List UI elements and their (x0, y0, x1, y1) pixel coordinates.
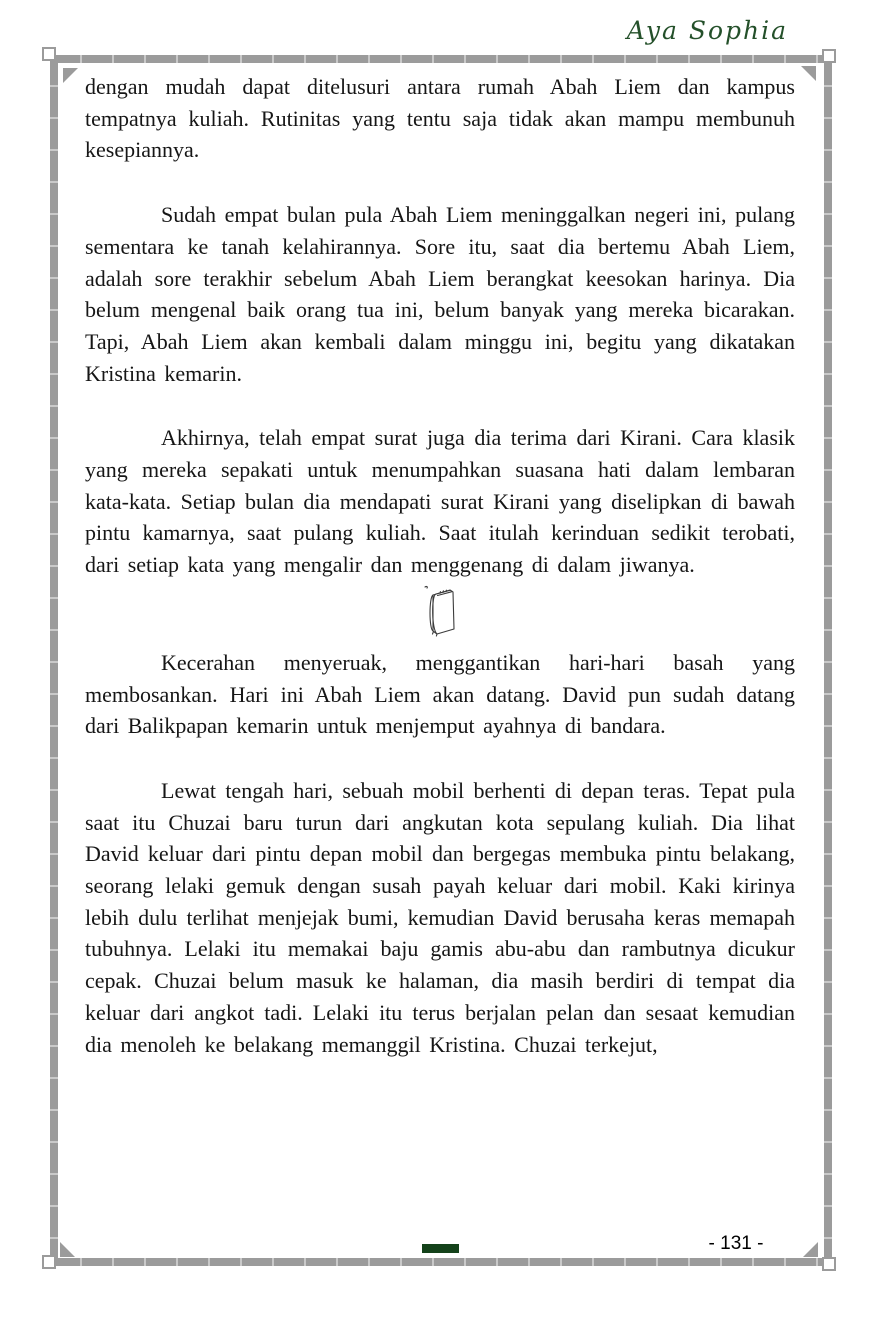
border-triangle-top-right (801, 66, 816, 81)
closed-book-ornament-icon (85, 585, 795, 637)
border-corner-square-bottom-right (822, 1257, 836, 1271)
border-corner-square-bottom-left (42, 1255, 56, 1269)
border-triangle-bottom-left (60, 1242, 75, 1257)
border-corner-square-top-left (42, 47, 56, 61)
page-border-bottom (50, 1258, 832, 1266)
paragraph-1: dengan mudah dapat ditelusuri antara rumah Abah Liem dan kampus tempatnya kuliah. Rutinitas yang tentu saja tidak akan mampu membunuh kesepiannya. (85, 74, 795, 163)
page-number: - 131 - (708, 1233, 764, 1254)
running-header (627, 16, 788, 45)
footer-rule (422, 1244, 459, 1253)
paragraph-3: Akhirnya, telah empat surat juga dia terima dari Kirani. Cara klasik yang mereka sepakati untuk menumpahkan suasana hati dalam lembaran kata-kata. Setiap bulan dia mendapati surat Kirani yang diselipkan di bawah pintu kamarnya, saat pulang kuliah. Saat itulah kerinduan sedikit terobati, dari setiap kata yang mengalir dan menggenang di dalam jiwanya. (85, 425, 795, 578)
header-title: Aya Sophia (626, 16, 788, 45)
border-corner-square-top-right (822, 49, 836, 63)
page-border-left (50, 55, 58, 1266)
paragraph-5: Lewat tengah hari, sebuah mobil berhenti di depan teras. Tepat pula saat itu Chuzai baru turun dari angkutan kota sepulang kuliah. Dia lihat David keluar dari pintu depan mobil dan bergegas membuka pintu belakang, seorang lelaki gemuk dengan susah payah keluar dari mobil. Kaki kirinya lebih dulu terlihat menjejak bumi, kemudian David berusaha keras memapah tubuhnya. Lelaki itu memakai baju gamis abu-abu dan rambutnya dicukur cepak. Chuzai belum masuk ke halaman, dia masih berdiri di tempat dia keluar dari angkot tadi. Lelaki itu terus berjalan pelan dan sesaat kemudian dia menoleh ke belakang memanggil Kristina. Chuzai terkejut, (85, 777, 795, 1057)
paragraph-4: Kecerahan menyeruak, menggantikan hari-hari basah yang membosankan. Hari ini Abah Liem akan datang. David pun sudah datang dari Balikpapan kemarin untuk menjemput ayahnya di bandara. (85, 649, 795, 739)
page-border-right (824, 55, 832, 1266)
page-border-top (50, 55, 832, 63)
border-triangle-bottom-right (803, 1242, 818, 1257)
page-body (85, 71, 795, 1060)
paragraph-2: Sudah empat bulan pula Abah Liem meninggalkan negeri ini, pulang sementara ke tanah kelahirannya. Sore itu, saat dia bertemu Abah Liem, adalah sore terakhir sebelum Abah Liem berangkat keesokan harinya. Dia belum mengenal baik orang tua ini, belum banyak yang mereka bicarakan. Tapi, Abah Liem akan kembali dalam minggu ini, begitu yang dikatakan Kristina kemarin. (85, 202, 795, 386)
border-triangle-top-left (63, 68, 78, 83)
